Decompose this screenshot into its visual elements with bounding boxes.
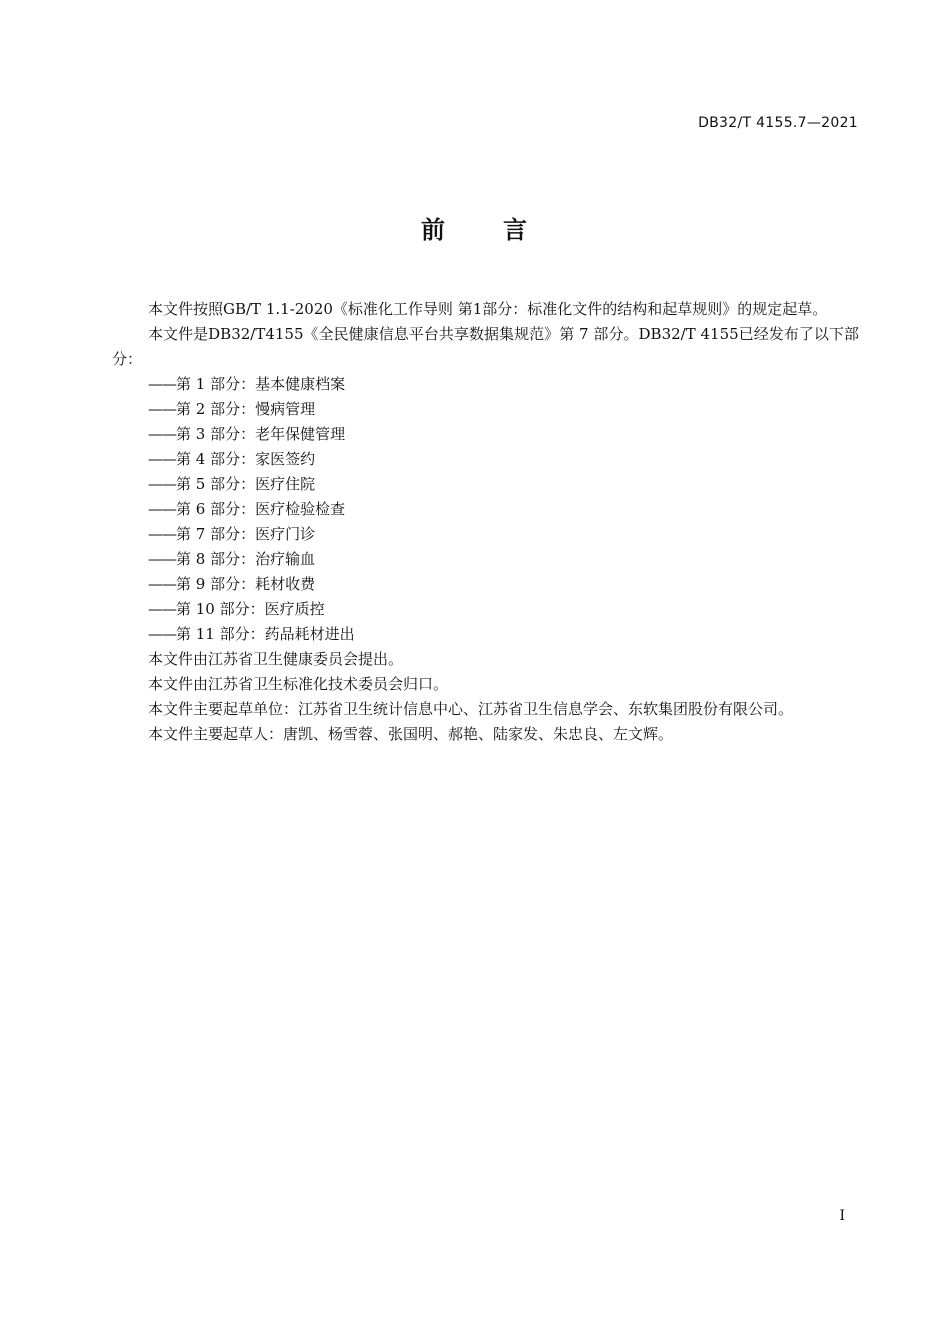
list-item — [112, 547, 859, 572]
page-title — [0, 210, 950, 245]
list-item — [112, 572, 859, 597]
list-item — [112, 472, 859, 497]
list-item-text: 第 7 部分：医疗门诊 — [176, 525, 316, 543]
list-dash: —— — [148, 575, 176, 593]
list-dash: —— — [148, 600, 176, 618]
list-item — [112, 372, 859, 397]
paragraph-series-intro: 本文件是DB32/T4155《全民健康信息平台共享数据集规范》第 7 部分。DB32/T 4155已经发布了以下部分： — [112, 325, 859, 368]
list-item-text: 第 10 部分：医疗质控 — [176, 600, 325, 618]
list-dash: —— — [148, 525, 176, 543]
list-item-text: 第 8 部分：治疗输血 — [176, 550, 316, 568]
list-item-text: 第 3 部分：老年保健管理 — [176, 425, 346, 443]
list-item — [112, 447, 859, 472]
list-item — [112, 397, 859, 422]
paragraph-proposer: 本文件由江苏省卫生健康委员会提出。 — [148, 650, 404, 668]
list-dash: —— — [148, 400, 176, 418]
paragraph-drafters: 本文件主要起草人：唐凯、杨雪蓉、张国明、郝艳、陆家发、朱忠良、左文辉。 — [148, 725, 674, 743]
list-dash: —— — [148, 475, 176, 493]
list-item — [112, 622, 859, 647]
paragraph-standard-basis: 本文件按照GB/T 1.1-2020《标准化工作导则 第1部分：标准化文件的结构和起草规则》的规定起草。 — [148, 300, 828, 318]
list-dash: —— — [148, 550, 176, 568]
title-char-2: 言 — [503, 216, 529, 244]
paragraph-administrator: 本文件由江苏省卫生标准化技术委员会归口。 — [148, 675, 449, 693]
list-dash: —— — [148, 625, 176, 643]
list-item-text: 第 4 部分：家医签约 — [176, 450, 316, 468]
paragraph-drafting-units: 本文件主要起草单位：江苏省卫生统计信息中心、江苏省卫生信息学会、东软集团股份有限公司。 — [148, 700, 794, 718]
list-item-text: 第 2 部分：慢病管理 — [176, 400, 316, 418]
list-item — [112, 597, 859, 622]
list-dash: —— — [148, 375, 176, 393]
list-dash: —— — [148, 450, 176, 468]
list-dash: —— — [148, 500, 176, 518]
list-dash: —— — [148, 425, 176, 443]
title-char-1: 前 — [421, 216, 447, 244]
page-number: I — [839, 1208, 845, 1224]
parts-list — [112, 372, 859, 647]
list-item — [112, 497, 859, 522]
list-item-text: 第 9 部分：耗材收费 — [176, 575, 316, 593]
list-item-text: 第 11 部分：药品耗材进出 — [176, 625, 355, 643]
foreword-body — [112, 297, 859, 747]
document-code: DB32/T 4155.7—2021 — [698, 115, 858, 131]
list-item-text: 第 6 部分：医疗检验检查 — [176, 500, 346, 518]
list-item-text: 第 1 部分：基本健康档案 — [176, 375, 346, 393]
list-item-text: 第 5 部分：医疗住院 — [176, 475, 316, 493]
list-item — [112, 522, 859, 547]
list-item — [112, 422, 859, 447]
